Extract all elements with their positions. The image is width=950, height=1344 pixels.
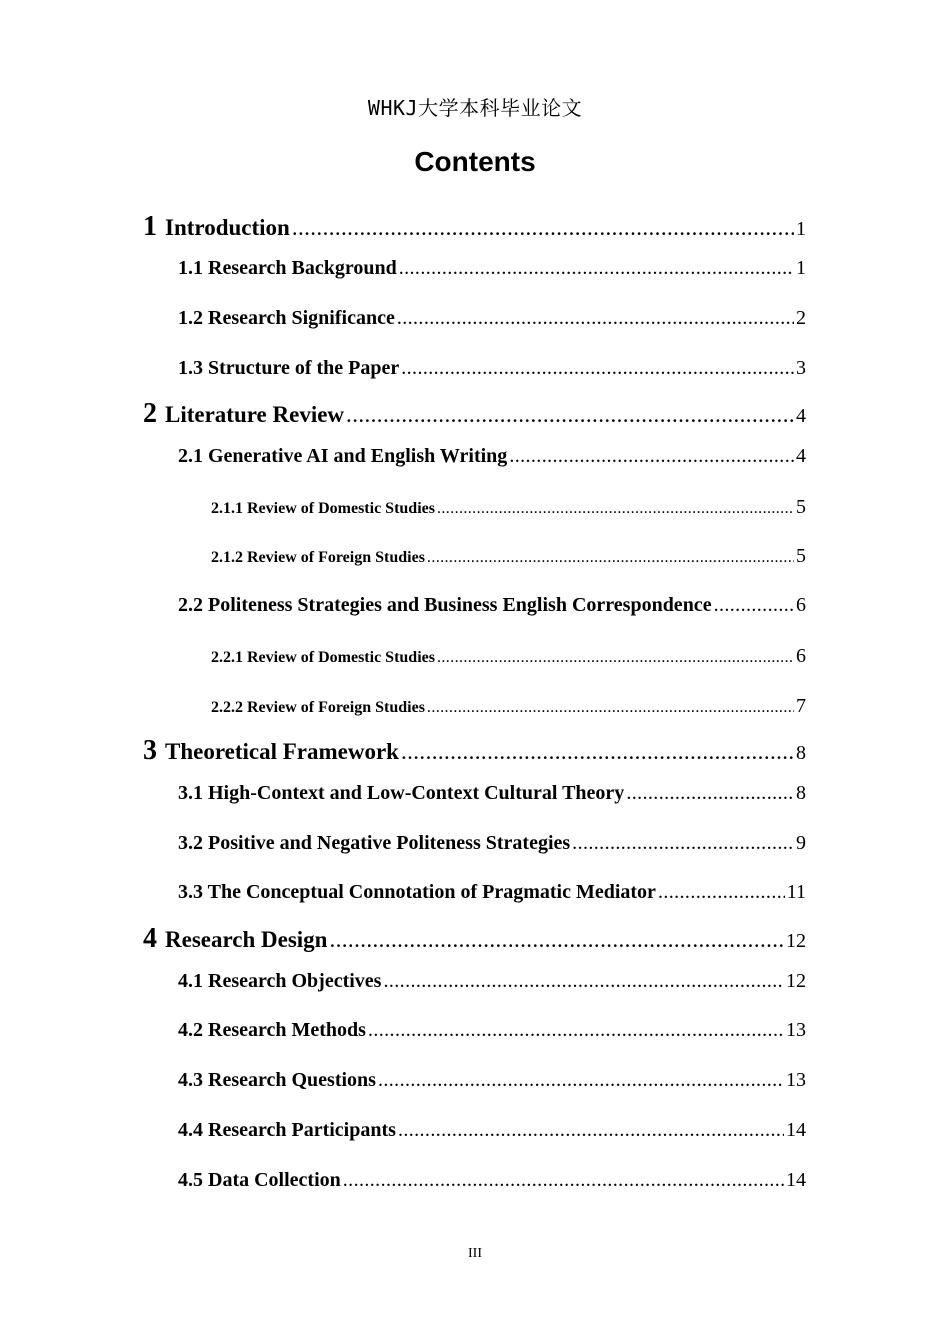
toc-entry-4-5[interactable] — [178, 1169, 806, 1192]
entry-title: 2.2.2 Review of Foreign Studies — [211, 699, 425, 716]
entry-page: 8 — [796, 742, 806, 764]
entry-page: 6 — [796, 594, 806, 616]
dot-leader — [329, 927, 784, 953]
entry-page: 6 — [796, 645, 806, 667]
dot-leader — [292, 215, 794, 241]
toc-entry-2-1-2[interactable] — [211, 545, 806, 568]
dot-leader — [626, 782, 794, 805]
entry-title: Research Design — [165, 927, 328, 952]
entry-title: 1.3 Structure of the Paper — [178, 357, 400, 379]
entry-title: 1.1 Research Background — [178, 257, 397, 279]
dot-leader — [714, 594, 794, 617]
entry-title: 4.3 Research Questions — [178, 1069, 376, 1091]
toc-entry-1-1[interactable] — [178, 257, 806, 280]
entry-page: 13 — [786, 1069, 806, 1091]
toc-entry-2-2-2[interactable] — [211, 695, 806, 718]
entry-title: 1.2 Research Significance — [178, 307, 395, 329]
chapter-number: 3 — [143, 735, 157, 766]
entry-page: 1 — [796, 218, 806, 240]
entry-page: 11 — [786, 881, 806, 903]
entry-page: 5 — [796, 545, 806, 567]
toc-entry-3-1[interactable] — [178, 782, 806, 805]
dot-leader — [509, 445, 794, 468]
toc-title: Contents — [414, 146, 536, 177]
dot-leader — [401, 739, 794, 765]
entry-title: 3.1 High-Context and Low-Context Cultural Theory — [178, 782, 625, 804]
entry-title: 2.1.1 Review of Domestic Studies — [211, 500, 435, 517]
toc-entry-3-2[interactable] — [178, 832, 806, 855]
entry-title: 3.3 The Conceptual Connotation of Pragmatic Mediator — [178, 881, 656, 903]
dot-leader — [397, 307, 794, 330]
toc-entry-4-1[interactable] — [178, 970, 806, 993]
dot-leader — [572, 832, 794, 855]
entry-title: 4.2 Research Methods — [178, 1019, 366, 1041]
entry-page: 14 — [786, 1119, 806, 1141]
toc-entry-2-1[interactable] — [178, 445, 806, 468]
toc-entry-chapter-4[interactable] — [143, 923, 806, 955]
toc-entry-3-3[interactable] — [178, 881, 806, 904]
dot-leader — [346, 402, 794, 428]
dot-leader — [399, 257, 794, 280]
toc-entry-chapter-2[interactable] — [143, 398, 806, 430]
entry-page: 9 — [796, 832, 806, 854]
toc-entry-2-1-1[interactable] — [211, 496, 806, 519]
entry-title: Theoretical Framework — [165, 739, 399, 764]
toc-entry-chapter-3[interactable] — [143, 735, 806, 767]
entry-title: 2.1 Generative AI and English Writing — [178, 445, 508, 467]
dot-leader — [437, 649, 794, 667]
entry-page: 12 — [786, 970, 806, 992]
entry-title: 4.5 Data Collection — [178, 1169, 341, 1191]
entry-title: Literature Review — [165, 402, 345, 427]
entry-page: 8 — [796, 782, 806, 804]
entry-page: 13 — [786, 1019, 806, 1041]
dot-leader — [368, 1019, 784, 1042]
page-number: III — [468, 1246, 482, 1261]
entry-page: 5 — [796, 496, 806, 518]
chapter-number: 1 — [143, 211, 157, 242]
toc-entry-chapter-1[interactable] — [143, 211, 806, 243]
toc-entry-2-2[interactable] — [178, 594, 806, 617]
entry-page: 4 — [796, 405, 806, 427]
entry-page: 2 — [796, 307, 806, 329]
entry-page: 12 — [786, 930, 806, 952]
dot-leader — [401, 357, 794, 380]
dot-leader — [427, 549, 794, 567]
document-header: WHKJ大学本科毕业论文 — [367, 96, 583, 120]
toc-entry-4-4[interactable] — [178, 1119, 806, 1142]
entry-title: 4.1 Research Objectives — [178, 970, 382, 992]
entry-page: 7 — [796, 695, 806, 717]
entry-title: 2.2 Politeness Strategies and Business English Correspondence — [178, 594, 712, 616]
toc-entry-1-3[interactable] — [178, 357, 806, 380]
dot-leader — [343, 1169, 784, 1192]
toc-entry-1-2[interactable] — [178, 307, 806, 330]
entry-title: 2.1.2 Review of Foreign Studies — [211, 549, 425, 566]
toc-entry-4-2[interactable] — [178, 1019, 806, 1042]
toc-entry-2-2-1[interactable] — [211, 645, 806, 668]
dot-leader — [398, 1119, 784, 1142]
dot-leader — [658, 881, 785, 904]
entry-title: Introduction — [165, 215, 290, 240]
dot-leader — [378, 1069, 784, 1092]
entry-page: 1 — [796, 257, 806, 279]
entry-page: 14 — [786, 1169, 806, 1191]
entry-title: 4.4 Research Participants — [178, 1119, 396, 1141]
toc-entry-4-3[interactable] — [178, 1069, 806, 1092]
dot-leader — [427, 699, 794, 717]
entry-title: 3.2 Positive and Negative Politeness Strategies — [178, 832, 571, 854]
entry-page: 4 — [796, 445, 806, 467]
dot-leader — [437, 500, 794, 518]
entry-page: 3 — [796, 357, 806, 379]
chapter-number: 4 — [143, 923, 157, 954]
entry-title: 2.2.1 Review of Domestic Studies — [211, 649, 435, 666]
dot-leader — [383, 970, 784, 993]
chapter-number: 2 — [143, 398, 157, 429]
